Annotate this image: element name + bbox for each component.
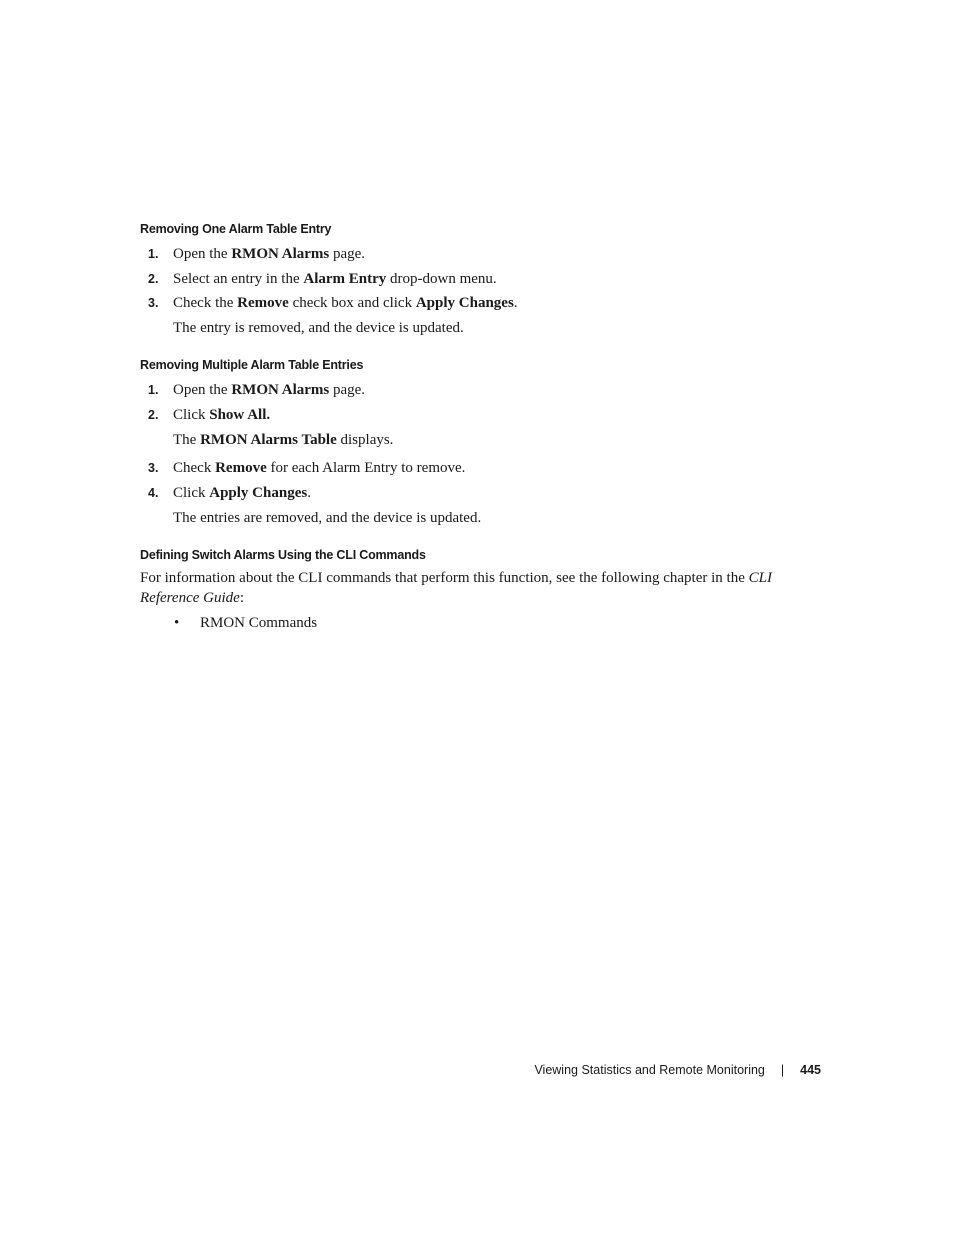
step-note: The RMON Alarms Table displays.	[173, 432, 394, 448]
step-result: The entry is removed, and the device is updated.	[173, 320, 464, 336]
step: 2. Click Show All.	[148, 407, 271, 423]
section-heading: Removing One Alarm Table Entry	[140, 222, 332, 236]
guide-title: CLI Reference Guide	[140, 570, 772, 606]
paragraph: For information about the CLI commands that perform this function, see the following chapter in the CLI Reference Guide:	[140, 570, 772, 606]
step: 2. Select an entry in the Alarm Entry drop-down menu.	[148, 271, 497, 287]
section-heading: Removing Multiple Alarm Table Entries	[140, 358, 364, 372]
page-footer	[500, 1062, 821, 1078]
step: 3. Check Remove for each Alarm Entry to remove.	[148, 460, 466, 476]
page-number: 445	[800, 1063, 821, 1077]
section-heading: Defining Switch Alarms Using the CLI Commands	[140, 548, 426, 562]
step: 1. Open the RMON Alarms page.	[148, 246, 366, 262]
list-item: • RMON Commands	[174, 615, 318, 631]
footer-separator: |	[780, 1063, 785, 1077]
step-result: The entries are removed, and the device is updated.	[173, 510, 482, 526]
step: 1. Open the RMON Alarms page.	[148, 382, 366, 398]
step: 3. Check the Remove check box and click Apply Changes.	[148, 295, 518, 311]
step: 4. Click Apply Changes.	[148, 485, 311, 501]
footer-chapter-title: Viewing Statistics and Remote Monitoring	[534, 1063, 765, 1077]
bullet-icon: •	[174, 615, 180, 631]
